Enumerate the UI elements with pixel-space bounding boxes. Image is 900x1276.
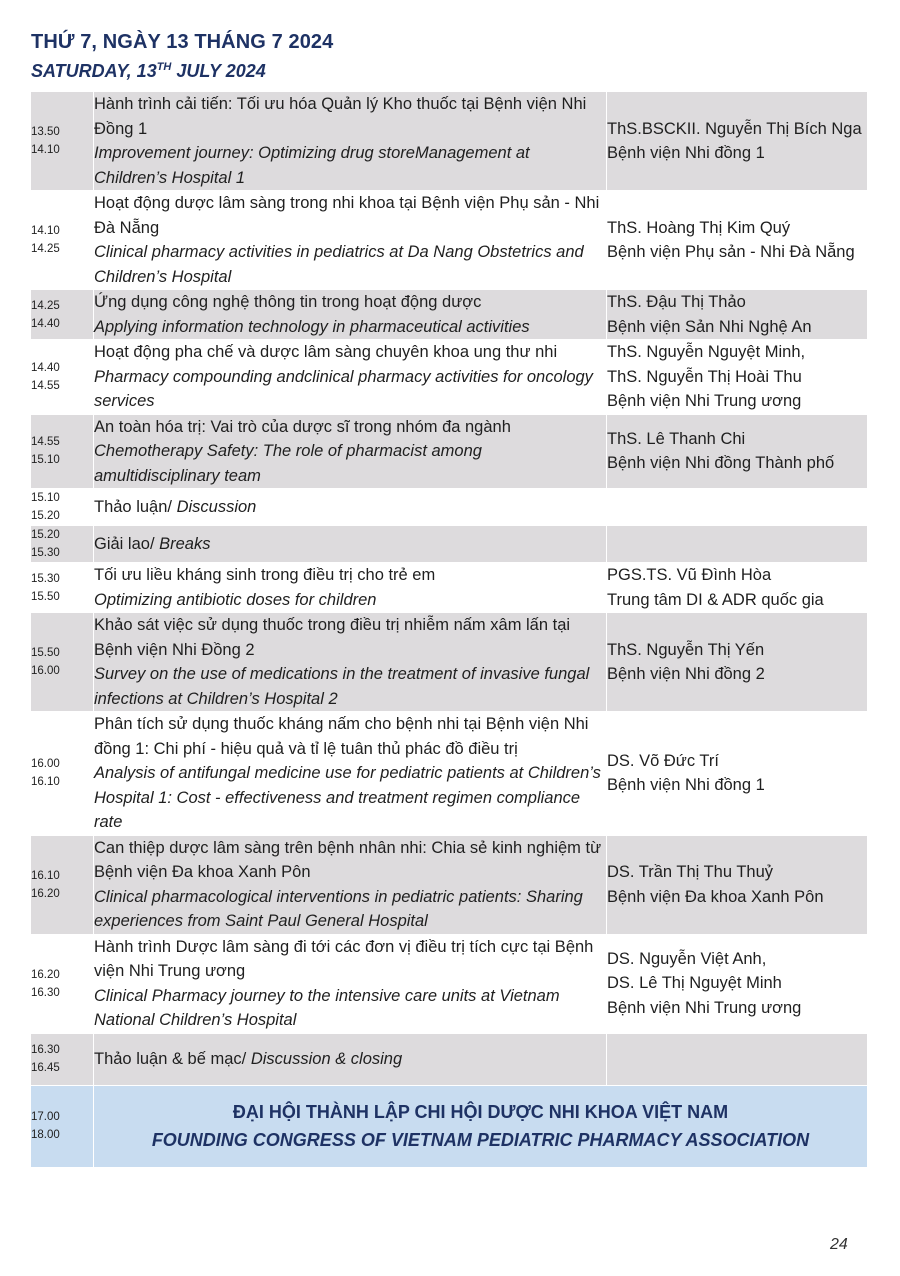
time-cell [31,489,94,526]
topic-en: Breaks [159,534,211,553]
speaker-line: Bệnh viện Nhi đồng 2 [607,665,765,683]
agenda-row [31,489,868,526]
topic-cell [94,92,607,191]
time-cell [31,563,94,613]
speaker-line: DS. Nguyễn Việt Anh, [607,949,767,968]
agenda-row [31,613,868,712]
speaker-cell [607,414,868,489]
time-start: 16.30 [31,1044,60,1056]
agenda-row [31,414,868,489]
day-title-en-date: SATURDAY, 13 [31,61,157,81]
time-end: 16.00 [31,665,60,677]
speaker-line: ThS.BSCKII. Nguyễn Thị Bích Nga [607,119,862,138]
topic-vi: Can thiệp dược lâm sàng trên bệnh nhân nhi: Chia sẻ kinh nghiệm từ Bệnh viện Đa khoa Xanh Pôn [94,838,602,881]
agenda-row [31,92,868,191]
final-row [31,1085,868,1167]
time-start: 14.25 [31,299,60,312]
time-end: 15.30 [31,547,60,559]
time-start: 15.10 [31,492,60,504]
speaker-line: DS. Trần Thị Thu Thuỷ [607,863,773,881]
final-title-vi: ĐẠI HỘI THÀNH LẬP CHI HỘI DƯỢC NHI KHOA VIỆT NAM [232,1102,729,1122]
time-cell [31,414,94,489]
speaker-line: ThS. Lê Thanh Chi [607,429,746,448]
topic-en: Optimizing antibiotic doses for children [94,590,377,609]
topic-en: Discussion & closing [250,1049,403,1068]
time-end: 15.10 [31,454,60,467]
time-start: 15.30 [31,572,60,585]
time-start: 17.00 [31,1111,60,1123]
speaker-line: Bệnh viện Nhi đồng Thành phố [607,454,835,473]
agenda-row [31,191,868,290]
time-cell [31,712,94,836]
agenda-row [31,934,868,1033]
speaker-line: Bệnh viện Nhi Trung ương [607,392,802,410]
agenda-row [31,563,868,613]
speaker-line: Bệnh viện Nhi đồng 1 [607,144,765,162]
agenda-table [30,91,868,1168]
time-end: 16.30 [31,986,60,999]
final-title [94,1085,868,1167]
speaker-cell [607,290,868,340]
time-start: 16.10 [31,869,60,882]
time-start: 14.40 [31,361,60,374]
time-end: 15.20 [31,510,60,522]
topic-vi: Tối ưu liều kháng sinh trong điều trị cho trẻ em [94,566,436,584]
day-title-en-sup: TH [156,61,172,73]
agenda-row [31,712,868,836]
speaker-cell [607,934,868,1033]
topic-cell [94,712,607,836]
speaker-line: Bệnh viện Phụ sản - Nhi Đà Nẵng [607,243,855,261]
time-cell [31,835,94,934]
speaker-cell [607,613,868,712]
speaker-line: ThS. Hoàng Thị Kim Quý [607,218,791,237]
speaker-line: Bệnh viện Đa khoa Xanh Pôn [607,887,824,906]
time-cell [31,92,94,191]
topic-vi: Hành trình Dược lâm sàng đi tới các đơn vị điều trị tích cực tại Bệnh viện Nhi Trung ương [94,937,594,980]
topic-cell [94,191,607,290]
topic-en: Chemotherapy Safety: The role of pharmacist among amultidisciplinary team [94,442,482,485]
time-cell [31,613,94,712]
speaker-cell [607,526,868,563]
time-start: 16.20 [31,968,60,981]
speaker-line: ThS. Nguyễn Thị Yến [607,640,765,659]
topic-vi: Thảo luận & bế mạc/ [94,1049,251,1068]
topic-vi: Ứng dụng công nghệ thông tin trong hoạt động dược [94,293,482,311]
speaker-cell [607,712,868,836]
time-end: 16.10 [31,776,60,789]
time-end: 14.55 [31,379,60,392]
time-start: 14.55 [31,436,60,449]
topic-en: Applying information technology in pharmaceutical activities [94,317,530,336]
time-end: 16.20 [31,887,60,900]
topic-vi: Khảo sát việc sử dụng thuốc trong điều trị nhiễm nấm xâm lấn tại Bệnh viện Nhi Đồng 2 [94,616,571,659]
agenda-row [31,290,868,340]
topic-cell [94,340,607,415]
speaker-cell [607,489,868,526]
agenda-row [31,1033,868,1085]
day-title-en-month: JULY 2024 [171,61,266,81]
time-cell [31,290,94,340]
speaker-line: Trung tâm DI & ADR quốc gia [607,590,824,609]
page-header [31,30,333,82]
time-cell [31,191,94,290]
agenda-row [31,340,868,415]
topic-cell [94,934,607,1033]
time-cell [31,340,94,415]
topic-vi: Giải lao/ [94,534,160,553]
agenda-row [31,526,868,563]
speaker-line: PGS.TS. Vũ Đình Hòa [607,566,772,584]
day-title-en [31,56,333,82]
topic-en: Clinical pharmacy activities in pediatrics at Da Nang Obstetrics and Children’s Hospital [94,243,584,286]
speaker-cell [607,340,868,415]
speaker-line: ThS. Đậu Thị Thảo [607,293,746,311]
speaker-line: DS. Lê Thị Nguyệt Minh [607,974,782,993]
topic-cell [94,414,607,489]
speaker-cell [607,563,868,613]
time-end: 15.50 [31,590,60,603]
time-start: 14.10 [31,225,60,237]
topic-en: Pharmacy compounding andclinical pharmacy activities for oncology services [94,367,593,410]
topic-vi: Phân tích sử dụng thuốc kháng nấm cho bệnh nhi tại Bệnh viện Nhi đồng 1: Chi phí - hiệu quả và tỉ lệ tuân thủ phác đồ điều trị [94,715,589,758]
speaker-line: Bệnh viện Nhi Trung ương [607,998,802,1017]
day-title-vi: THỨ 7, NGÀY 13 THÁNG 7 2024 [31,31,334,53]
final-title-en: FOUNDING CONGRESS OF VIETNAM PEDIATRIC PHARMACY ASSOCIATION [151,1130,810,1150]
topic-en: Clinical pharmacological interventions in pediatric patients: Sharing experiences from Saint Paul General Hospital [94,887,583,930]
speaker-line: ThS. Nguyễn Thị Hoài Thu [607,367,802,386]
speaker-line: Bệnh viện Sản Nhi Nghệ An [607,317,812,336]
time-cell [31,934,94,1033]
time-end: 14.40 [31,317,60,330]
time-start: 15.20 [31,529,60,541]
topic-cell [94,563,607,613]
time-cell [31,526,94,563]
topic-cell [94,1033,607,1085]
topic-vi: An toàn hóa trị: Vai trò của dược sĩ trong nhóm đa ngành [94,417,511,436]
topic-vi: Hành trình cải tiến: Tối ưu hóa Quản lý Kho thuốc tại Bệnh viện Nhi Đồng 1 [94,95,587,138]
speaker-cell [607,191,868,290]
topic-cell [94,526,607,563]
topic-en: Survey on the use of medications in the treatment of invasive fungal infections at Children’s Hospital 2 [94,665,590,708]
topic-en: Clinical Pharmacy journey to the intensive care units at Vietnam National Children’s Hospital [94,986,560,1029]
topic-cell [94,489,607,526]
time-end: 18.00 [31,1129,60,1141]
time-start: 15.50 [31,647,60,659]
speaker-line: DS. Võ Đức Trí [607,751,719,770]
time-cell [31,1033,94,1085]
time-end: 16.45 [31,1062,60,1074]
time-start: 13.50 [31,126,60,138]
speaker-cell [607,1033,868,1085]
topic-cell [94,613,607,712]
speaker-cell [607,835,868,934]
topic-en: Discussion [176,497,257,516]
page-number: 24 [830,1236,848,1253]
topic-en: Analysis of antifungal medicine use for pediatric patients at Children’s Hospital 1: Cost - effectiveness and treatment regimen compliance rate [94,764,601,831]
agenda-row [31,835,868,934]
topic-cell [94,835,607,934]
speaker-cell [607,92,868,191]
time-end: 14.10 [31,144,60,156]
topic-en: Improvement journey: Optimizing drug storeManagement at Children’s Hospital 1 [94,144,530,187]
time-start: 16.00 [31,758,60,771]
topic-vi: Thảo luận/ [94,497,177,516]
time-end: 14.25 [31,243,60,255]
speaker-line: Bệnh viện Nhi đồng 1 [607,776,765,795]
topic-vi: Hoạt động pha chế và dược lâm sàng chuyên khoa ung thư nhi [94,343,558,361]
speaker-line: ThS. Nguyễn Nguyệt Minh, [607,343,806,361]
time-cell [31,1085,94,1167]
topic-cell [94,290,607,340]
topic-vi: Hoạt động dược lâm sàng trong nhi khoa tại Bệnh viện Phụ sản - Nhi Đà Nẵng [94,194,600,237]
